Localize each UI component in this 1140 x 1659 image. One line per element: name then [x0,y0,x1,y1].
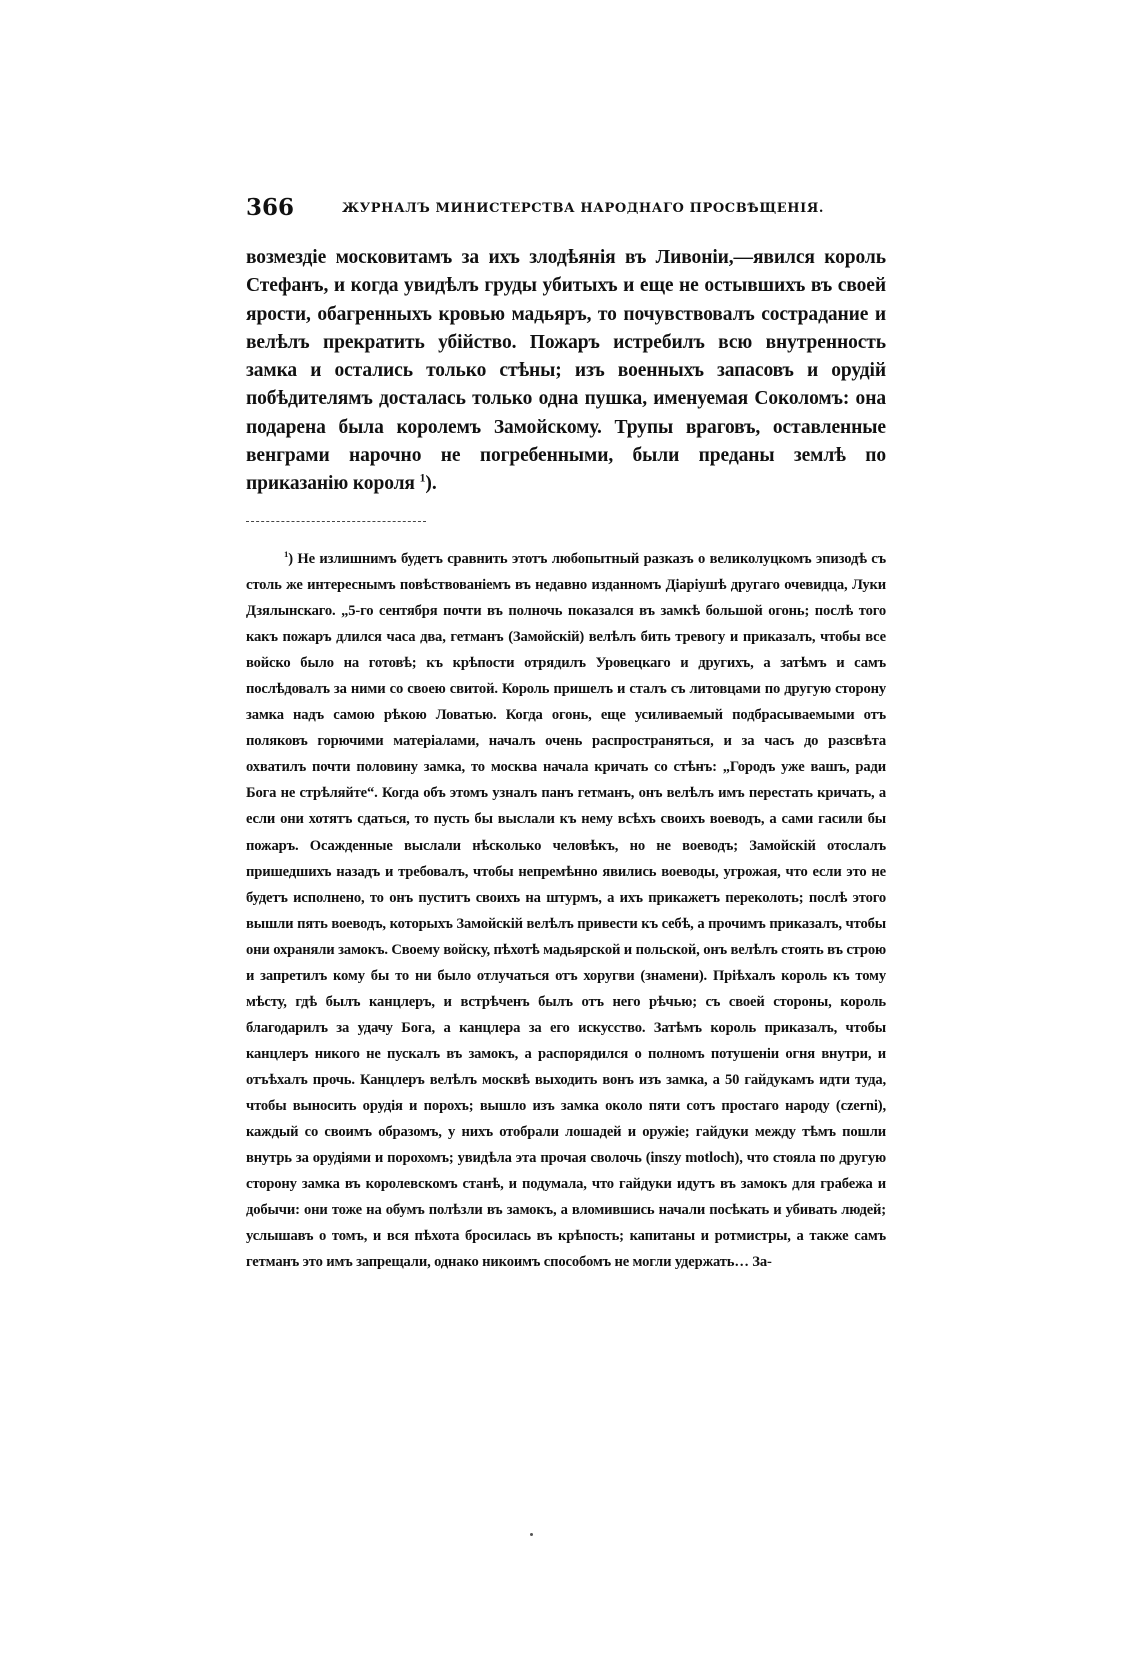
page-number: 366 [246,194,295,221]
main-paragraph-text: возмездіе московитамъ за ихъ злодѣянія въ Ливоніи,—явился король Стефанъ, и когда увидѣлъ груды убитыхъ и еще не остывшихъ въ своей ярости, обагренныхъ кровью мадьяръ, то почувствовалъ сострадание и велѣлъ прекратить убійство. Пожаръ истребилъ всю внутренность замка и остались только стѣны; изъ военныхъ запасовъ и орудій побѣдителямъ досталась только одна пушка, именуемая Соколомъ: она подарена была королемъ Замойскому. Трупы враговъ, оставленные венграми нарочно не погребенными, были преданы землѣ по приказанію короля [246,247,886,495]
page-header [246,193,886,227]
footnote [246,546,886,1275]
running-title: ЖУРНАЛЪ МИНИСТЕРСТВА НАРОДНАГО ПРОСВѢЩЕНІЯ. [342,201,825,216]
footnote-divider [246,521,426,522]
main-paragraph [246,244,886,499]
footnote-reference: 1 [419,471,426,485]
ink-speck [530,1533,533,1536]
footnote-text: ) Не излишнимъ будетъ сравнить этотъ любопытный разказъ о великолуцкомъ эпизодѣ съ столь же интереснымъ повѣствованіемъ въ недавно изданномъ Діаріушѣ другаго очевидца, Луки Дзялынскаго. „5-го сентября почти въ полночь показался въ замкѣ большой огонь; послѣ того какъ пожаръ длился часа два, гетманъ (Замойскій) велѣлъ бить тревогу и приказалъ, чтобы все войско было на готовѣ; къ крѣпости отрядилъ Уровецкаго и другихъ, а затѣмъ и самъ послѣдовалъ за ними со своею свитой. Король пришелъ и сталъ съ литовцами по другую сторону замка надъ самою рѣкою Ловатью. Когда огонь, еще усиливаемый подбрасываемыми отъ поляковъ горючими матеріалами, началъ очень распространяться, и за часъ до разсвѣта охватилъ почти половину замка, то москва начала кричать со стѣнъ: „Городъ уже вашъ, ради Бога не стрѣляйте“. Когда объ этомъ узналъ панъ гетманъ, онъ велѣлъ имъ перестать кричать, а если они хотятъ сдаться, то пусть бы выслали къ нему всѣхъ своихъ воеводъ, а сами гасили бы пожаръ. Осажденные выслали нѣсколько человѣкъ, но не воеводъ; Замойскій отослалъ пришедшихъ назадъ и требовалъ, чтобы непремѣнно явились воеводы, угрожая, что если это не будетъ исполнено, то онъ пуститъ своихъ на штурмъ, а ихъ прикажетъ переколоть; послѣ этого вышли пять воеводъ, которыхъ Замойскій велѣлъ привести къ себѣ, а прочимъ приказалъ, чтобы они охраняли замокъ. Своему войску, пѣхотѣ мадьярской и польской, онъ велѣлъ стоять въ строю и запретилъ кому бы то ни было отлучаться отъ хоругви (знамени). Пріѣхалъ король къ тому мѣсту, гдѣ былъ канцлеръ, и встрѣченъ былъ отъ него рѣчью; съ своей стороны, король благодарилъ за удачу Бога, а канцлера за его искусство. Затѣмъ король приказалъ, чтобы канцлеръ никого не пускалъ въ замокъ, а распорядился о полномъ потушеніи огня внутри, и отъѣхалъ прочь. Канцлеръ велѣлъ москвѣ выходить вонъ изъ замка, а 50 гайдукамъ идти туда, чтобы выносить орудія и порохъ; вышло изъ замка около пяти сотъ простаго народу (czerni), каждый со своимъ образомъ, у нихъ отобрали лошадей и оружіе; гайдуки между тѣмъ пошли внутрь за орудіями и порохомъ; увидѣла эта прочая сволочь (inszy motloch), что стояла по другую сторону замка въ королевскомъ станѣ, и подумала, что гайдуки идутъ въ замокъ для грабежа и добычи: они тоже на обумъ полѣзли въ замокъ, а вломившись начали посѣкать и убивать людей; услышавъ о томъ, и вся пѣхота бросилась въ крѣпость; капитаны и ротмистры, а также самъ гетманъ это имъ запрещали, однако никоимъ способомъ не могли удержать… За- [246,551,886,1271]
main-paragraph-end: ). [425,473,437,495]
footnote-marker: 1 [284,549,289,560]
